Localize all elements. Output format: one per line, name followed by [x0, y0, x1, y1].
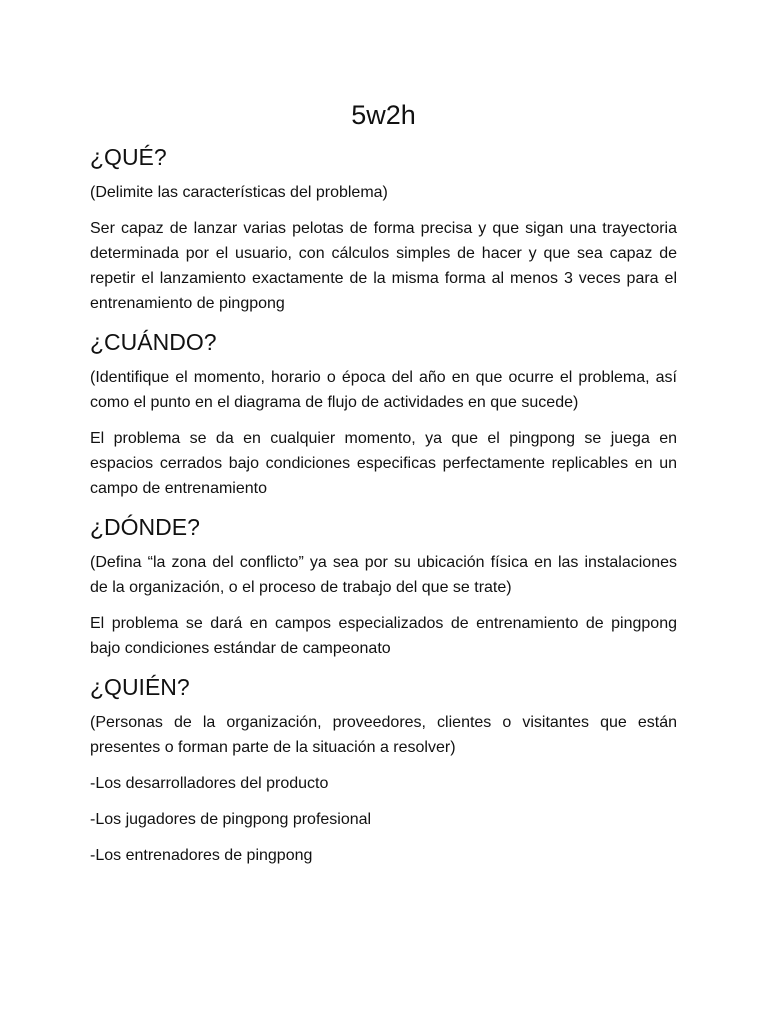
section-quien: [90, 672, 677, 868]
section-prompt: (Personas de la organización, proveedores, clientes o visitantes que están presentes o forman parte de la situación a resolver): [90, 714, 677, 756]
section-donde: [90, 512, 677, 661]
list-item: -Los jugadores de pingpong profesional: [90, 811, 372, 828]
section-prompt: (Defina “la zona del conflicto” ya sea por su ubicación física en las instalaciones de la organización, o el proceso de trabajo del que se trate): [90, 554, 677, 596]
list-item: -Los desarrolladores del producto: [90, 775, 329, 792]
section-heading: ¿CUÁNDO?: [90, 329, 217, 355]
document-title: 5w2h: [351, 100, 416, 130]
section-cuando: [90, 327, 677, 501]
section-prompt: (Delimite las características del problema): [90, 184, 388, 201]
section-answer: El problema se dará en campos especializados de entrenamiento de pingpong bajo condiciones estándar de campeonato: [90, 615, 677, 657]
section-answer: El problema se da en cualquier momento, ya que el pingpong se juega en espacios cerrados bajo condiciones especificas perfectamente replicables en un campo de entrenamiento: [90, 430, 677, 497]
section-prompt: (Identifique el momento, horario o época del año en que ocurre el problema, así como el punto en el diagrama de flujo de actividades en que sucede): [90, 369, 677, 411]
list-item: -Los entrenadores de pingpong: [90, 847, 313, 864]
section-que: [90, 142, 677, 316]
section-heading: ¿QUIÉN?: [90, 674, 190, 700]
section-heading: ¿DÓNDE?: [90, 514, 200, 540]
document-page: [90, 98, 677, 879]
section-answer: Ser capaz de lanzar varias pelotas de forma precisa y que sigan una trayectoria determinada por el usuario, con cálculos simples de hacer y que sea capaz de repetir el lanzamiento exactamente de la misma forma al menos 3 veces para el entrenamiento de pingpong: [90, 220, 677, 312]
section-heading: ¿QUÉ?: [90, 144, 167, 170]
